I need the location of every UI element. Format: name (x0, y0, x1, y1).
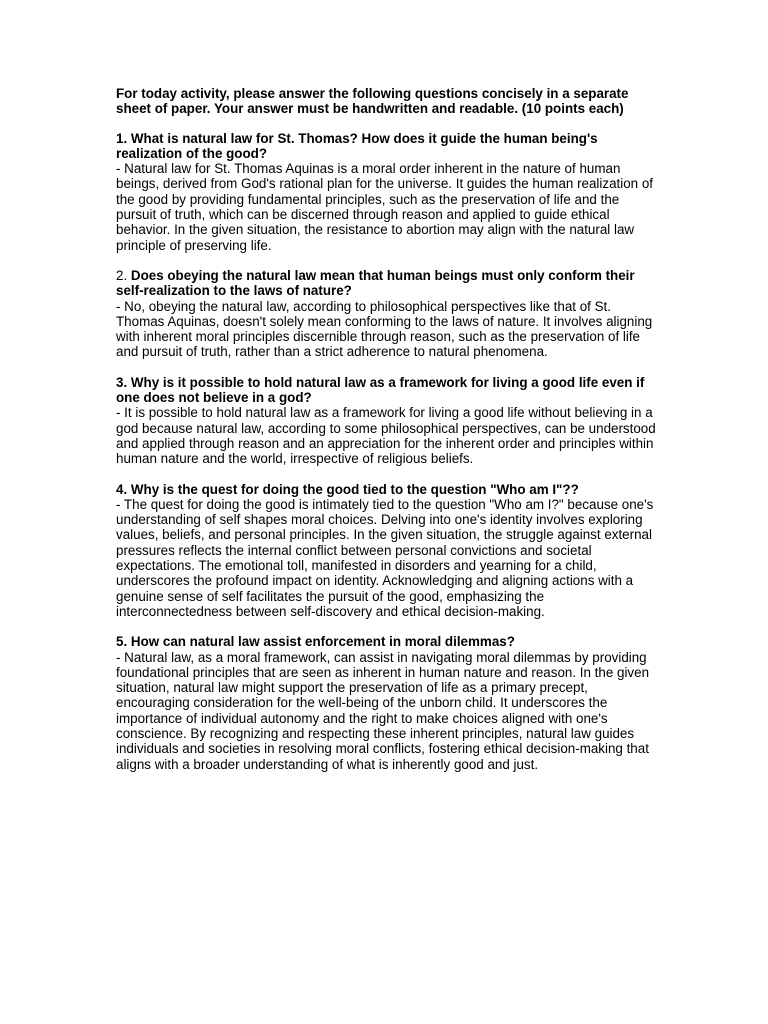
answer-text: - The quest for doing the good is intimately tied to the question "Who am I?" because one's understanding of self shapes moral choices. Delving into one's identity involves exploring values, beliefs, and personal principles. In the given situation, the struggle against external pressures reflects the internal conflict between personal convictions and societal expectations. The emotional toll, manifested in disorders and yearning for a child, underscores the profound impact on identity. Acknowledging and aligning actions with a genuine sense of self facilitates the pursuit of the good, emphasizing the interconnectedness between self-discovery and ethical decision-making. (116, 496, 654, 619)
question-number: 2. (116, 267, 128, 283)
answer-text: - It is possible to hold natural law as a framework for living a good life without believing in a god because natural law, according to some philosophical perspectives, can be understood and applied through reason and an appreciation for the inherent order and principles within human nature and the world, irrespective of religious beliefs. (116, 405, 656, 467)
question-item-1 (116, 131, 662, 253)
question-heading (116, 634, 662, 649)
question-item-4 (116, 482, 662, 620)
answer-text: - Natural law for St. Thomas Aquinas is a moral order inherent in the nature of human beings, derived from God's rational plan for the universe. It guides the human realization of the good by providing fundamental principles, such as the preservation of life and the pursuit of truth, which can be discerned through reason and applied to guide ethical behavior. In the given situation, the resistance to abortion may align with the natural law principle of preserving life. (116, 161, 653, 253)
question-text: How can natural law assist enforcement in moral dilemmas? (130, 634, 515, 650)
question-text: Why is the quest for doing the good tied to the question "Who am I"?? (130, 481, 579, 497)
question-text: Does obeying the natural law mean that human beings must only conform their self-realization to the laws of nature? (116, 267, 635, 299)
answer-text: - No, obeying the natural law, according to philosophical perspectives like that of St. Thomas Aquinas, doesn't solely mean conforming to the laws of nature. It involves aligning with inherent moral principles discernible through reason, such as the preservation of life and pursuit of truth, rather than a strict adherence to natural phenomena. (116, 298, 653, 360)
question-heading (116, 131, 662, 162)
question-heading (116, 375, 662, 406)
question-item-2 (116, 268, 662, 360)
answer-text: - Natural law, as a moral framework, can assist in navigating moral dilemmas by providing foundational principles that are seen as inherent in human nature and reason. In the given situation, natural law might support the preservation of life as a primary precept, encouraging consideration for the well-being of the unborn child. It underscores the importance of individual autonomy and the right to make choices aligned with one's conscience. By recognizing and respecting these inherent principles, natural law guides individuals and societies in resolving moral conflicts, fostering ethical decision-making that aligns with a broader understanding of what is inherently good and just. (116, 649, 650, 772)
question-heading (116, 482, 662, 497)
question-item-3 (116, 375, 662, 467)
question-number: 1. (116, 130, 128, 146)
question-text: What is natural law for St. Thomas? How does it guide the human being's realization of the good? (116, 130, 598, 161)
instructions-text: For today activity, please answer the following questions concisely in a separate sheet of paper. Your answer must be handwritten and readable. (10 points each) (116, 86, 629, 117)
document-body (116, 86, 662, 787)
question-text: Why is it possible to hold natural law as a framework for living a good life even if one does not believe in a god? (116, 374, 645, 406)
question-number: 5. (116, 634, 128, 650)
question-number: 4. (116, 481, 128, 497)
question-heading (116, 268, 662, 299)
question-number: 3. (116, 374, 128, 390)
question-item-5 (116, 634, 662, 772)
